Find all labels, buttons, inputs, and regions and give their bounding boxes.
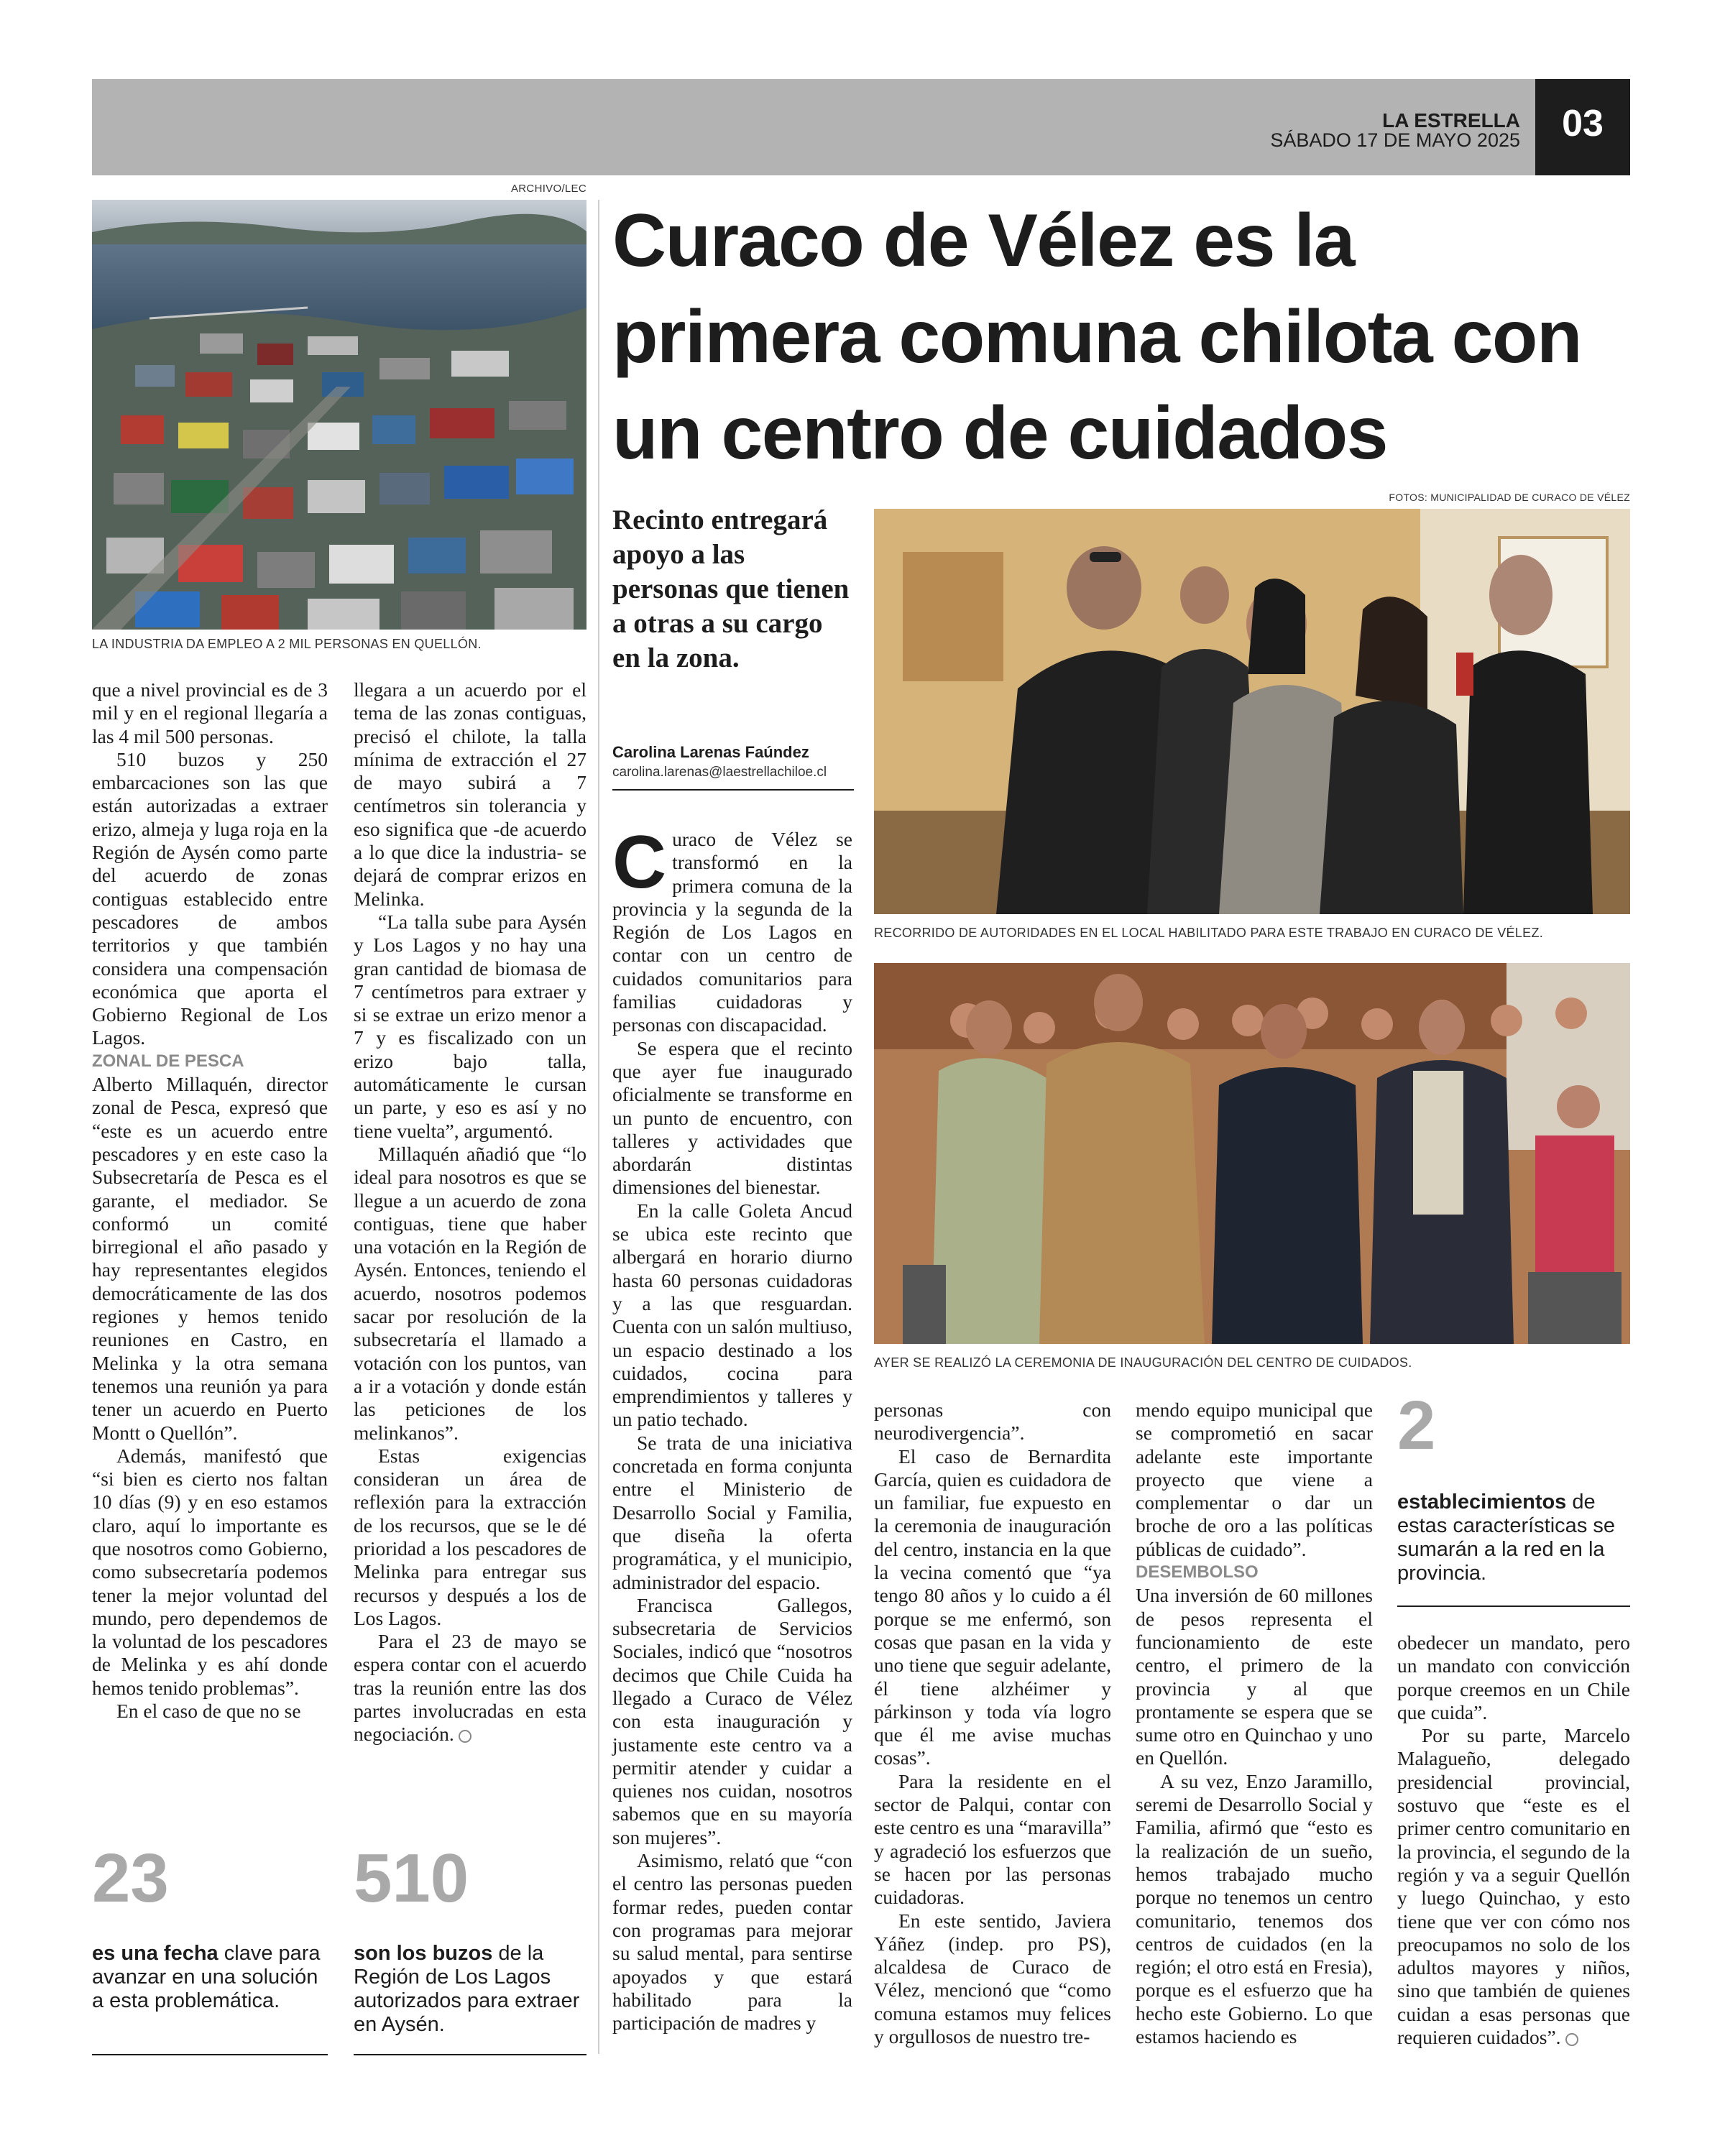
paragraph: Para el 23 de mayo se espera contar con el acuerdo tras la reunión entre las dos partes involucradas en esta negociación. bbox=[354, 1630, 586, 1746]
photo-authorities-tour bbox=[874, 509, 1630, 914]
main-story-column-a bbox=[612, 821, 852, 2035]
column-divider bbox=[598, 200, 599, 2054]
fact-text-2: establecimientos de estas características se sumarán a la red en la provincia. bbox=[1397, 1491, 1615, 1585]
main-headline: Curaco de Vélez es la primera comuna chilota con un centro de cuidados bbox=[612, 199, 1581, 475]
end-mark-icon bbox=[1565, 2033, 1578, 2046]
paragraph: Para la residente en el sector de Palqui, contar con este centro es una “maravilla” y agradeció los esfuerzos que se hacen por las personas cuidadoras. bbox=[874, 1769, 1111, 1909]
fact-rule bbox=[1397, 1606, 1630, 1607]
photo-caption-1: RECORRIDO DE AUTORIDADES EN EL LOCAL HABILITADO PARA ESTE TRABAJO EN CURACO DE VÉLEZ. bbox=[874, 926, 1544, 940]
paragraph: llegara a un acuerdo por el tema de las zonas contiguas, precisó el chilote, la talla mínima de extracción el 27 de mayo subirá a 7 centímetros sin tolerancia y eso significa que -de acuerdo a lo que dice la industria- se dejará de comprar erizos en Melinka. bbox=[354, 678, 586, 910]
paragraph: Asimismo, relató que “con el centro las personas pueden formar redes, pueden contar con programas para mejorar su salud mental, para sentirse apoyados y que estará habilitado para la participación de madres y bbox=[612, 1849, 852, 2035]
paragraph: En este sentido, Javiera Yáñez (indep. pro PS), alcaldesa de Curaco de Vélez, mencionó que “como comuna estamos muy felices y orgullosos de nuestro tre- bbox=[874, 1909, 1111, 2048]
paragraph: que a nivel provincial es de 3 mil y en el regional llegaría a las 4 mil 500 personas. bbox=[92, 678, 328, 747]
end-mark-icon bbox=[459, 1730, 472, 1743]
paragraph: Alberto Millaquén, director zonal de Pesca, expresó que “este es un acuerdo entre pescadores y en este caso la Subsecretaría de Pesca es el garante, el mediador. Se conformó un comité birregional el año pasado y hay representantes elegidos democráticamente de las dos regiones y hemos tenido reuniones en Castro, en Melinka y la otra semana tenemos una reunión ya para tener un acuerdo en Puerto Montt o Quellón”. bbox=[92, 1073, 328, 1444]
aerial-town-photo bbox=[92, 200, 586, 630]
paragraph: Una inversión de 60 millones de pesos representa el funcionamiento de este centro, el primero de la provincia y al que prontamente se espera que se sume otro en Quinchao y uno en Quellón. bbox=[1136, 1584, 1373, 1769]
paragraph: personas con neurodivergencia”. bbox=[874, 1399, 1111, 1445]
newspaper-name: LA ESTRELLA bbox=[1382, 109, 1520, 132]
left-story-column-1 bbox=[92, 678, 328, 1723]
lead-paragraph: Curaco de Vélez se transformó en la primera comuna de la provincia y la segunda de la Región de Los Lagos en contar con un centro de cuidados comunitarios para familias cuidadoras y personas con discapacidad. bbox=[612, 821, 852, 1036]
paragraph: Millaquén añadió que “lo ideal para nosotros es que se llegue a un acuerdo de zona contiguas, tiene que haber una votación en la Región de Aysén. Entonces, teniendo el acuerdo, nosotros podemos sacar por resolución de la subsecretaría el llamado a votación con los puntos, van a ir a votación y donde están las peticiones de los melinkanos”. bbox=[354, 1142, 586, 1444]
paragraph: Estas exigencias consideran un área de reflexión para la extracción de los recursos, que se le dé prioridad a los pescadores de Melinka para entregar sus recursos y después a los de Los Lagos. bbox=[354, 1444, 586, 1629]
drop-cap: C bbox=[612, 821, 667, 904]
deck: Recinto entregará apoyo a las personas que tienen a otras a su cargo en la zona. bbox=[612, 505, 850, 673]
paragraph: En la calle Goleta Ancud se ubica este recinto que albergará en horario diurno hasta 60 personas cuidadoras y a las que resguardan. Cuenta con un salón multiuso, un espacio destinado a los cuidados, cocina para emprendimientos y talleres y un patio techado. bbox=[612, 1199, 852, 1431]
author-email: carolina.larenas@laestrellachiloe.cl bbox=[612, 765, 827, 780]
main-story-column-d bbox=[1397, 1631, 1630, 2049]
fact-number-510: 510 bbox=[354, 1840, 469, 1917]
paragraph: El caso de Bernardita García, quien es cuidadora de un familiar, fue expuesto en la ceremonia de inauguración del centro, instancia en la que la vecina comentó que “ya tengo 80 años y lo cuido a él porque se me enfermó, son cosas que pasan en la vida y uno tiene que seguir adelante, él tiene alzhéimer y párkinson y toda vía logro que él me avise muchas cosas”. bbox=[874, 1445, 1111, 1769]
page-number: 03 bbox=[1562, 103, 1604, 144]
paragraph: “La talla sube para Aysén y Los Lagos y no hay una gran cantidad de biomasa de 7 centímetros para extraer y si se extrae un erizo menor a 7 y es fiscalizado con un erizo bajo talla, automáticamente le cursan un parte, y eso es así y no tiene vuelta”, argumentó. bbox=[354, 910, 586, 1142]
subhead-zonal-pesca: ZONAL DE PESCA bbox=[92, 1051, 244, 1071]
fact-text-23: es una fecha clave para avanzar en una solución a esta problemática. bbox=[92, 1942, 321, 2012]
paragraph: Se trata de una iniciativa concretada en forma conjunta entre el Ministerio de Desarrollo Social y Familia, que diseña la oferta programática, y el municipio, administrador del espacio. bbox=[612, 1431, 852, 1593]
fact-text-510: son los buzos de la Región de Los Lagos autorizados para extraer en Aysén. bbox=[354, 1942, 580, 2036]
left-story-column-2 bbox=[354, 678, 586, 1746]
paragraph: obedecer un mandato, pero un mandato con convicción porque creemos en un Chile que cuida”. bbox=[1397, 1631, 1630, 1723]
main-story-column-b bbox=[874, 1399, 1111, 2048]
photo-credit: ARCHIVO/LEC bbox=[511, 183, 586, 195]
issue-date: SÁBADO 17 DE MAYO 2025 bbox=[1270, 129, 1520, 151]
fact-rule bbox=[92, 2054, 328, 2055]
fact-number-23: 23 bbox=[92, 1840, 169, 1917]
photo-caption-2: AYER SE REALIZÓ LA CEREMONIA DE INAUGURACIÓN DEL CENTRO DE CUIDADOS. bbox=[874, 1355, 1412, 1370]
paragraph: En el caso de que no se bbox=[116, 1700, 301, 1723]
fact-rule bbox=[354, 2054, 586, 2055]
subhead-desembolso: DESEMBOLSO bbox=[1136, 1562, 1259, 1583]
paragraph: 510 buzos y 250 embarcaciones son las que están autorizadas a extraer erizo, almeja y luga roja en la Región de Aysén como parte del acuerdo de zonas contiguas establecido entre pescadores de ambos territorios y que también considera una compensación económica que aporta el Gobierno Regional de Los Lagos. bbox=[92, 747, 328, 1049]
paragraph: Por su parte, Marcelo Malagueño, delegado presidencial provincial, sostuvo que “este es el primer centro comunitario en la provincia, el segundo de la región y va a seguir Quellón y luego Quinchao, y esto tiene que ver con cómo nos preocupamos no solo de los adultos mayores y niños, sino que también de quienes cuidan a esas personas que requieren cuidados”. bbox=[1397, 1724, 1630, 2049]
paragraph: Además, manifestó que “si bien es cierto nos faltan 10 días (9) y en eso estamos claro, aquí lo importante es que nosotros como Gobierno, como subsecretaría podemos tener la mejor voluntad del mundo, pero dependemos de la voluntad de los pescadores de Melinka y es ahí donde hemos tenido problemas”. bbox=[92, 1444, 328, 1699]
author-name: Carolina Larenas Faúndez bbox=[612, 743, 809, 761]
photo-inauguration-ceremony bbox=[874, 963, 1630, 1344]
paragraph: Se espera que el recinto que ayer fue inaugurado oficialmente se transforme en un punto de encuentro, con talleres y actividades que abordarán distintas dimensiones del bienestar. bbox=[612, 1036, 852, 1199]
paragraph: A su vez, Enzo Jaramillo, seremi de Desarrollo Social y Familia, afirmó que “esto es la realización de un sueño, hemos trabajado mucho porque no tenemos un centro comunitario, tenemos dos centros de cuidados (en la región; el otro está en Fresia), porque es el esfuerzo que ha hecho este Gobierno. Lo que estamos haciendo es bbox=[1136, 1769, 1373, 2048]
paragraph: Francisca Gallegos, subsecretaria de Servicios Sociales, indicó que “nosotros decimos que Chile Cuida ha llegado a Curaco de Vélez con esta inauguración y justamente este centro va a permitir atender y cuidar a quienes nos cuidan, nosotros sabemos que en su mayoría son mujeres”. bbox=[612, 1593, 852, 1848]
left-photo-caption: LA INDUSTRIA DA EMPLEO A 2 MIL PERSONAS EN QUELLÓN. bbox=[92, 637, 482, 651]
main-story-column-c bbox=[1136, 1399, 1373, 2048]
paragraph: mendo equipo municipal que se comprometió en sacar adelante este importante proyecto que viene a complementar o dar un broche de oro a las políticas públicas de cuidado”. bbox=[1136, 1399, 1373, 1560]
fact-number-2: 2 bbox=[1397, 1387, 1436, 1464]
deck-rule bbox=[612, 789, 854, 791]
photos-credit: FOTOS: MUNICIPALIDAD DE CURACO DE VÉLEZ bbox=[1389, 492, 1630, 503]
